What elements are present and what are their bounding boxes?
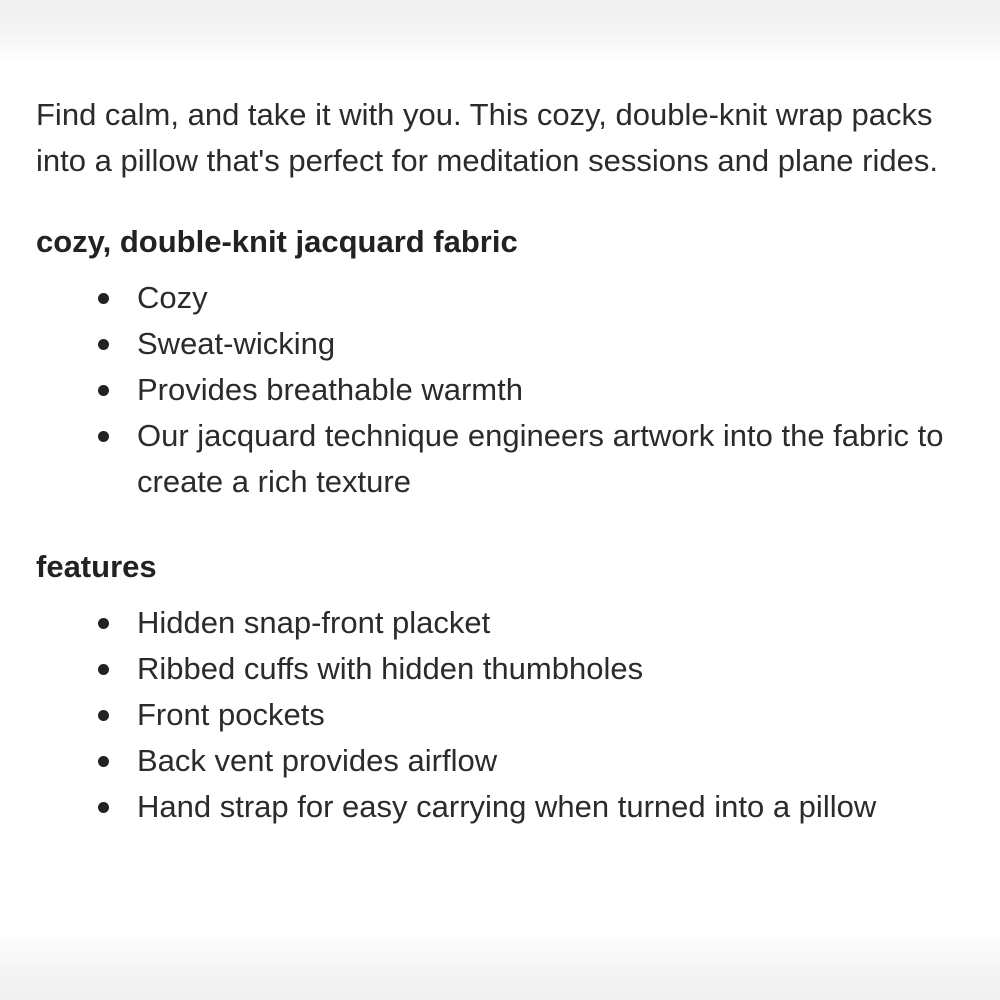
- bullet-icon: [98, 756, 109, 767]
- fabric-bullet-list: [36, 275, 956, 505]
- bullet-icon: [98, 385, 109, 396]
- bullet-icon: [98, 293, 109, 304]
- intro-paragraph: Find calm, and take it with you. This cozy, double-knit wrap packs into a pillow that's perfect for meditation sessions and plane rides.: [36, 97, 938, 178]
- list-item-text: Back vent provides airflow: [137, 743, 498, 778]
- list-item-text: Provides breathable warmth: [137, 372, 523, 407]
- list-item-text: Ribbed cuffs with hidden thumbholes: [137, 651, 644, 686]
- bullet-icon: [98, 664, 109, 675]
- list-item: [137, 413, 956, 505]
- list-item: [137, 646, 956, 692]
- list-item: [137, 738, 956, 784]
- list-item: [137, 367, 956, 413]
- list-item-text: Hand strap for easy carrying when turned into a pillow: [137, 789, 877, 824]
- list-item: [137, 275, 956, 321]
- product-description: [36, 92, 956, 830]
- list-item: [137, 600, 956, 646]
- bullet-icon: [98, 710, 109, 721]
- section-heading-features: features: [36, 549, 157, 584]
- list-item-text: Hidden snap-front placket: [137, 605, 491, 640]
- list-item-text: Sweat-wicking: [137, 326, 336, 361]
- features-bullet-list: [36, 600, 956, 830]
- section-heading-fabric: cozy, double-knit jacquard fabric: [36, 224, 518, 259]
- top-background-band: [0, 0, 1000, 58]
- list-item-text: Front pockets: [137, 697, 325, 732]
- bullet-icon: [98, 431, 109, 442]
- bullet-icon: [98, 618, 109, 629]
- bottom-background-band: [0, 938, 1000, 1000]
- list-item-text: Cozy: [137, 280, 208, 315]
- list-item: [137, 784, 956, 830]
- list-item: [137, 321, 956, 367]
- bullet-icon: [98, 339, 109, 350]
- bullet-icon: [98, 802, 109, 813]
- list-item: [137, 692, 956, 738]
- list-item-text: Our jacquard technique engineers artwork into the fabric to create a rich texture: [137, 418, 944, 499]
